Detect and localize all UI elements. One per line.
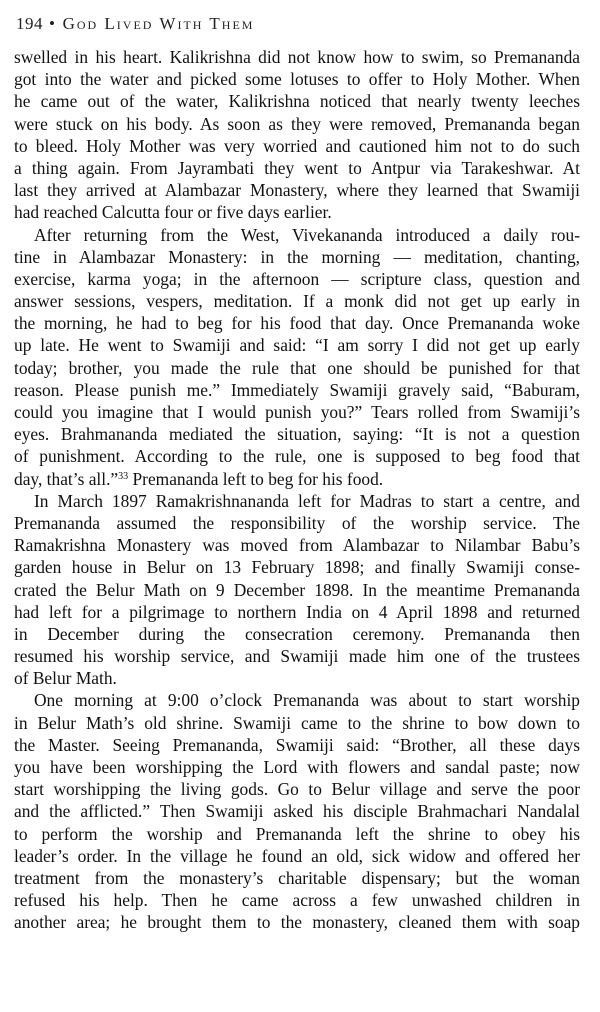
line-text: crated the Belur Math on 9 December 1898. In the meantime Premananda xyxy=(14,579,580,600)
line-text: start worshipping the living gods. Go to Belur village and serve the poor xyxy=(14,779,580,800)
line-text: Ramakrishna Monastery was moved from Alambazar to Nilambar Babu’s xyxy=(14,535,580,556)
body-text xyxy=(14,46,580,934)
text-line xyxy=(14,778,580,800)
page-number: 194 xyxy=(16,14,43,33)
text-line xyxy=(14,46,580,68)
line-text: were stuck on his body. As soon as they were removed, Premananda began xyxy=(14,113,580,134)
line-text: reason. Please punish me.” Immediately Swamiji gravely said, “Baburam, xyxy=(14,379,580,400)
text-line xyxy=(14,623,580,645)
text-line xyxy=(14,512,580,534)
text-line xyxy=(14,800,580,822)
text-line xyxy=(14,823,580,845)
line-text: in December during the consecration ceremony. Premananda then xyxy=(14,623,580,644)
text-line xyxy=(14,312,580,334)
line-text: refused his help. Then he came across a few unwashed children in xyxy=(14,890,580,911)
line-text: eyes. Brahmananda mediated the situation, saying: “It is not a question xyxy=(14,424,580,445)
line-text: had left for a pilgrimage to northern India on 4 April 1898 and returned xyxy=(14,601,580,622)
text-line xyxy=(14,845,580,867)
text-line xyxy=(14,379,580,401)
line-text: to bleed. Holy Mother was very worried and cautioned him not to do such xyxy=(14,135,580,156)
text-line xyxy=(14,201,580,223)
line-text-tail: Premananda left to beg for his food. xyxy=(128,468,384,489)
line-text: another area; he brought them to the monastery, cleaned them with soap xyxy=(14,912,580,933)
line-text: last they arrived at Alambazar Monastery, where they learned that Swamiji xyxy=(14,180,580,201)
line-text: garden house in Belur on 13 February 1898; and finally Swamiji conse- xyxy=(14,557,580,578)
line-text: day, that’s all.” xyxy=(14,468,119,489)
text-line xyxy=(14,68,580,90)
running-header xyxy=(14,0,580,34)
line-text: treatment from the monastery’s charitable dispensary; but the woman xyxy=(14,867,580,888)
line-text: up late. He went to Swamiji and said: “I am sorry I did not get up early xyxy=(14,335,580,356)
text-line xyxy=(14,734,580,756)
line-text: in Belur Math’s old shrine. Swamiji came to the shrine to bow down to xyxy=(14,712,580,733)
paragraph xyxy=(14,689,580,933)
line-text: answer sessions, vespers, meditation. If a monk did not get up early in xyxy=(14,291,580,312)
text-line xyxy=(14,246,580,268)
line-text: got into the water and picked some lotuses to offer to Holy Mother. When xyxy=(14,69,580,90)
line-text: exercise, karma yoga; in the afternoon — scripture class, question and xyxy=(14,268,580,289)
text-line xyxy=(14,579,580,601)
paragraph xyxy=(14,224,580,490)
text-line xyxy=(14,90,580,112)
text-line xyxy=(14,867,580,889)
text-line xyxy=(14,645,580,667)
text-line xyxy=(14,601,580,623)
line-text: to perform the worship and Premananda left the shrine to obey his xyxy=(14,823,580,844)
book-title: God Lived With Them xyxy=(62,14,255,33)
text-line xyxy=(14,179,580,201)
text-line xyxy=(14,423,580,445)
line-text: he came out of the water, Kalikrishna noticed that nearly twenty leeches xyxy=(14,91,580,112)
line-text: today; brother, you made the rule that one should be punished for that xyxy=(14,357,580,378)
text-line xyxy=(14,667,580,689)
text-line xyxy=(14,534,580,556)
text-line xyxy=(14,911,580,933)
footnote-reference[interactable]: 33 xyxy=(118,470,129,482)
text-line xyxy=(14,157,580,179)
text-line xyxy=(14,113,580,135)
paragraph xyxy=(14,490,580,690)
text-line xyxy=(14,712,580,734)
line-text: tine in Alambazar Monastery: in the morning — meditation, chanting, xyxy=(14,246,580,267)
line-text: of punishment. According to the rule, one is supposed to beg food that xyxy=(14,446,580,467)
line-text: and the afflicted.” Then Swamiji asked his disciple Brahmachari Nandalal xyxy=(14,801,580,822)
line-text: of Belur Math. xyxy=(14,668,117,689)
line-text: a thing again. From Jayrambati they went to Antpur via Tarakeshwar. At xyxy=(14,157,580,178)
text-line xyxy=(14,889,580,911)
line-text: swelled in his heart. Kalikrishna did not know how to swim, so Premananda xyxy=(14,47,580,67)
line-text: you have been worshipping the Lord with flowers and sandal paste; now xyxy=(14,757,580,777)
text-line xyxy=(14,357,580,379)
text-line xyxy=(14,290,580,312)
line-text: the morning, he had to beg for his food that day. Once Premananda woke xyxy=(14,313,580,334)
line-text: the Master. Seeing Premananda, Swamiji said: “Brother, all these days xyxy=(14,734,580,755)
line-text: One morning at 9:00 o’clock Premananda was about to start worship xyxy=(34,690,580,711)
line-text: resumed his worship service, and Swamiji made him one of the trustees xyxy=(14,646,580,667)
text-line xyxy=(14,468,580,490)
line-text: could you imagine that I would punish you?” Tears rolled from Swamiji’s xyxy=(14,402,580,422)
text-line xyxy=(14,689,580,711)
text-line xyxy=(14,401,580,423)
line-text: had reached Calcutta four or five days earlier. xyxy=(14,202,332,223)
header-separator: • xyxy=(49,14,57,33)
text-line xyxy=(14,556,580,578)
line-text: In March 1897 Ramakrishnananda left for Madras to start a centre, and xyxy=(34,490,580,511)
line-text: After returning from the West, Vivekananda introduced a daily rou- xyxy=(34,224,580,245)
text-line xyxy=(14,445,580,467)
text-line xyxy=(14,268,580,290)
paragraph xyxy=(14,46,580,224)
text-line xyxy=(14,490,580,512)
text-line xyxy=(14,334,580,356)
text-line xyxy=(14,756,580,778)
text-line xyxy=(14,135,580,157)
text-line xyxy=(14,224,580,246)
line-text: leader’s order. In the village he found an old, sick widow and offered her xyxy=(14,845,580,866)
line-text: Premananda assumed the responsibility of the worship service. The xyxy=(14,512,580,533)
